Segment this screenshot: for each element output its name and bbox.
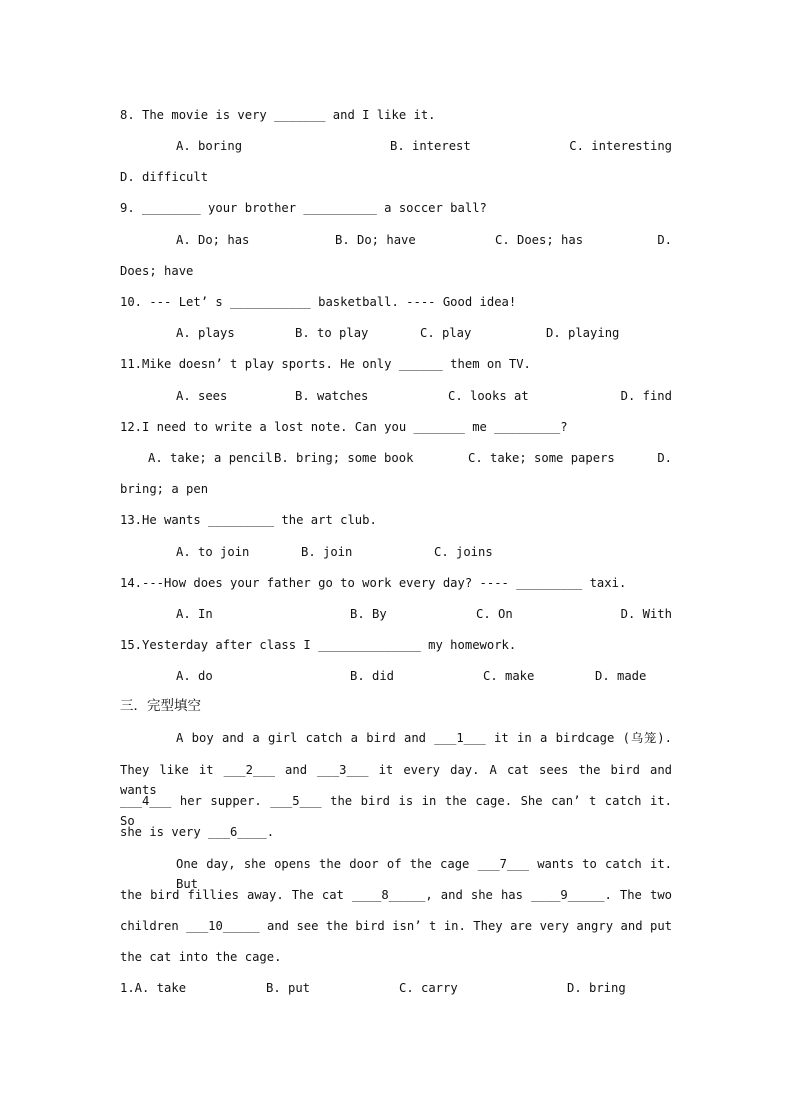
question-9-stem: 9. ________ your brother __________ a soccer ball? bbox=[120, 201, 487, 215]
option-a: A. boring bbox=[176, 139, 243, 153]
cloze-1-option-c: C. carry bbox=[399, 981, 458, 995]
option-d: D. made bbox=[595, 669, 647, 683]
option-d-prefix: D. bbox=[657, 233, 672, 247]
question-15-stem: 15.Yesterday after class I ______________ my homework. bbox=[120, 638, 517, 652]
question-9-options bbox=[176, 230, 672, 250]
question-10-options bbox=[176, 323, 672, 343]
passage-line: she is very ___6____. bbox=[120, 825, 275, 839]
cloze-1-options bbox=[120, 978, 672, 998]
option-d: D. playing bbox=[546, 326, 620, 340]
option-c: C. looks at bbox=[448, 389, 529, 403]
passage-line: One day, she opens the door of the cage ___7___ wants to catch it. But bbox=[176, 857, 672, 891]
question-14-options bbox=[176, 604, 672, 624]
question-13-options bbox=[176, 542, 672, 562]
option-d: Does; have bbox=[120, 264, 194, 278]
question-11-stem: 11.Mike doesn’ t play sports. He only ______ them on TV. bbox=[120, 357, 531, 371]
option-a: A. Do; has bbox=[176, 233, 250, 247]
option-d: D. difficult bbox=[120, 170, 209, 184]
option-c: C. take; some papers bbox=[468, 451, 615, 465]
question-12-options bbox=[148, 448, 672, 468]
question-11-options bbox=[176, 386, 672, 406]
option-a: A. to join bbox=[176, 545, 250, 559]
question-8-options bbox=[176, 136, 672, 156]
passage-line: They like it ___2___ and ___3___ it every day. A cat sees the bird and wants bbox=[120, 763, 672, 797]
option-d: D. With bbox=[620, 607, 672, 621]
cloze-1-option-b: B. put bbox=[266, 981, 311, 995]
question-10-stem: 10. --- Let’ s ___________ basketball. ---- Good idea! bbox=[120, 295, 517, 309]
option-d: bring; a pen bbox=[120, 482, 209, 496]
passage-line: the bird fillies away. The cat ____8_____, and she has ____9_____. The two bbox=[120, 888, 672, 902]
option-b: B. did bbox=[350, 669, 395, 683]
question-12-stem: 12.I need to write a lost note. Can you _______ me _________? bbox=[120, 420, 568, 434]
option-a: A. take; a pencil bbox=[148, 451, 273, 465]
option-c: C. joins bbox=[434, 545, 493, 559]
option-a: A. do bbox=[176, 669, 213, 683]
question-13-stem: 13.He wants _________ the art club. bbox=[120, 513, 377, 527]
question-8-stem: 8. The movie is very _______ and I like it. bbox=[120, 108, 436, 122]
option-b: B. join bbox=[301, 545, 353, 559]
option-d: D. find bbox=[620, 389, 672, 403]
passage-line: ___4___ her supper. ___5___ the bird is in the cage. She can’ t catch it. So bbox=[120, 794, 672, 828]
passage-line: children ___10_____ and see the bird isn’ t in. They are very angry and put bbox=[120, 919, 672, 933]
option-b: B. Do; have bbox=[335, 233, 416, 247]
option-a: A. In bbox=[176, 607, 213, 621]
cloze-1-option-a: 1.A. take bbox=[120, 981, 187, 995]
option-c: C. play bbox=[420, 326, 472, 340]
passage-line: the cat into the cage. bbox=[120, 950, 282, 964]
option-a: A. sees bbox=[176, 389, 228, 403]
option-b: B. interest bbox=[390, 139, 471, 153]
option-c: C. On bbox=[476, 607, 513, 621]
option-b: B. watches bbox=[295, 389, 369, 403]
cloze-1-option-d: D. bring bbox=[567, 981, 626, 995]
option-c: C. Does; has bbox=[495, 233, 584, 247]
option-b: B. bring; some book bbox=[274, 451, 414, 465]
section-3-heading: 三．完型填空 bbox=[120, 698, 201, 714]
option-d-prefix: D. bbox=[657, 451, 672, 465]
option-c: C. make bbox=[483, 669, 535, 683]
option-b: B. By bbox=[350, 607, 387, 621]
option-a: A. plays bbox=[176, 326, 235, 340]
question-14-stem: 14.---How does your father go to work every day? ---- _________ taxi. bbox=[120, 576, 627, 590]
passage-line: A boy and a girl catch a bird and ___1___ it in a birdcage (乌笼). bbox=[176, 731, 672, 745]
option-b: B. to play bbox=[295, 326, 369, 340]
option-c: C. interesting bbox=[569, 139, 672, 153]
question-15-options bbox=[176, 666, 672, 686]
